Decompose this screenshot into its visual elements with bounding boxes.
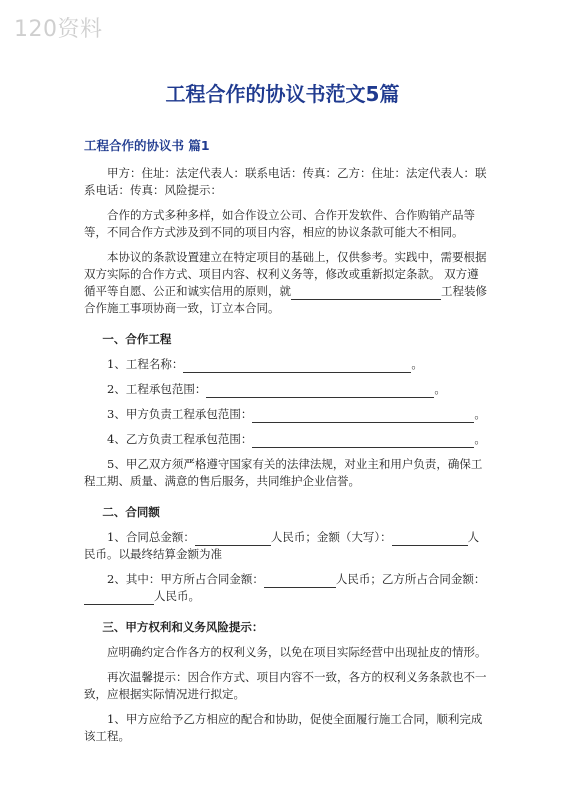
project-name-blank: [291, 287, 441, 300]
split-end: 人民币。: [154, 589, 200, 603]
section-heading-amount: 二、合同额: [102, 505, 160, 519]
agreement-basis: [84, 249, 490, 317]
rights-paragraph-1: 应明确约定合作各方的权利义务，以免在项目实际经营中出现扯皮的情形。: [107, 645, 487, 659]
field-end: 。: [434, 382, 446, 396]
field-end: 。: [474, 407, 486, 421]
rights-paragraph-3: 1、甲方应给予乙方相应的配合和协助，促使全面履行施工合同，顺利完成该工程。: [84, 712, 483, 743]
capital-label: 人民币；金额（大写）：: [270, 530, 392, 544]
field-label: 4、乙方负责工程承包范围：: [107, 432, 253, 446]
field-label: 2、工程承包范围：: [107, 382, 207, 396]
field-blank: [206, 385, 434, 398]
field-end: 。: [411, 357, 423, 371]
field-blank: [252, 435, 474, 448]
agreement-basis-start: 本协议的条款设置建立在特定项目的基础上，仅供参考。实践中，需要根据双方实际的合作方式、项目内容、权利义务等，修改或重新拟定条款。 双方遵循平等自愿、公正和诚实信用的原则，就: [84, 250, 487, 298]
watermark-logo: 120资料: [14, 17, 103, 42]
party-b-amount-blank: [84, 592, 154, 605]
section-heading-rights: 三、甲方权利和义务风险提示：: [102, 620, 264, 634]
section-heading-project: 一、合作工程: [102, 332, 172, 346]
field-party-a-scope: [84, 406, 490, 423]
agreement-basis-end: 工程装修合作施工事项协商一致，订立本合同。: [84, 284, 487, 315]
party-a-amount-blank: [264, 575, 336, 588]
article-subtitle: 工程合作的协议书 篇1: [84, 138, 210, 153]
field-project-name: [84, 356, 490, 373]
document-body: [84, 165, 490, 753]
total-blank: [195, 533, 271, 546]
total-amount-paragraph: [84, 529, 490, 563]
compliance-paragraph: 5、甲乙双方须严格遵守国家有关的法律法规，对业主和用户负责，确保工程工期、质量、满意的售后服务，共同维护企业信誉。: [84, 457, 483, 488]
field-contract-scope: [84, 381, 490, 398]
field-label: 3、甲方负责工程承包范围：: [107, 407, 253, 421]
rights-paragraph-2: 再次温馨提示：因合作方式、项目内容不一致，各方的权利义务条款也不一致，应根据实际情况进行拟定。: [84, 670, 487, 701]
party-b-amount-label: 人民币；乙方所占合同金额：: [335, 572, 486, 586]
party-a-amount-label: 2、其中：甲方所占合同金额：: [107, 572, 264, 586]
document-title: 工程合作的协议书范文5篇: [165, 82, 400, 106]
split-amount-paragraph: [84, 571, 490, 605]
parties-paragraph: 甲方：住址：法定代表人：联系电话：传真：乙方：住址：法定代表人：联系电话：传真：风险提示：: [84, 166, 487, 197]
field-label: 1、工程名称：: [107, 357, 184, 371]
field-end: 。: [474, 432, 486, 446]
field-blank: [183, 360, 411, 373]
field-blank: [252, 410, 474, 423]
cooperation-note: 合作的方式多种多样，如合作设立公司、合作开发软件、合作购销产品等等，不同合作方式涉及到不同的项目内容，相应的协议条款可能大不相同。: [84, 208, 475, 239]
total-label: 1、合同总金额：: [107, 530, 195, 544]
total-end: 人民币。以最终结算金额为准: [84, 530, 480, 561]
capital-blank: [392, 533, 468, 546]
field-party-b-scope: [84, 431, 490, 448]
